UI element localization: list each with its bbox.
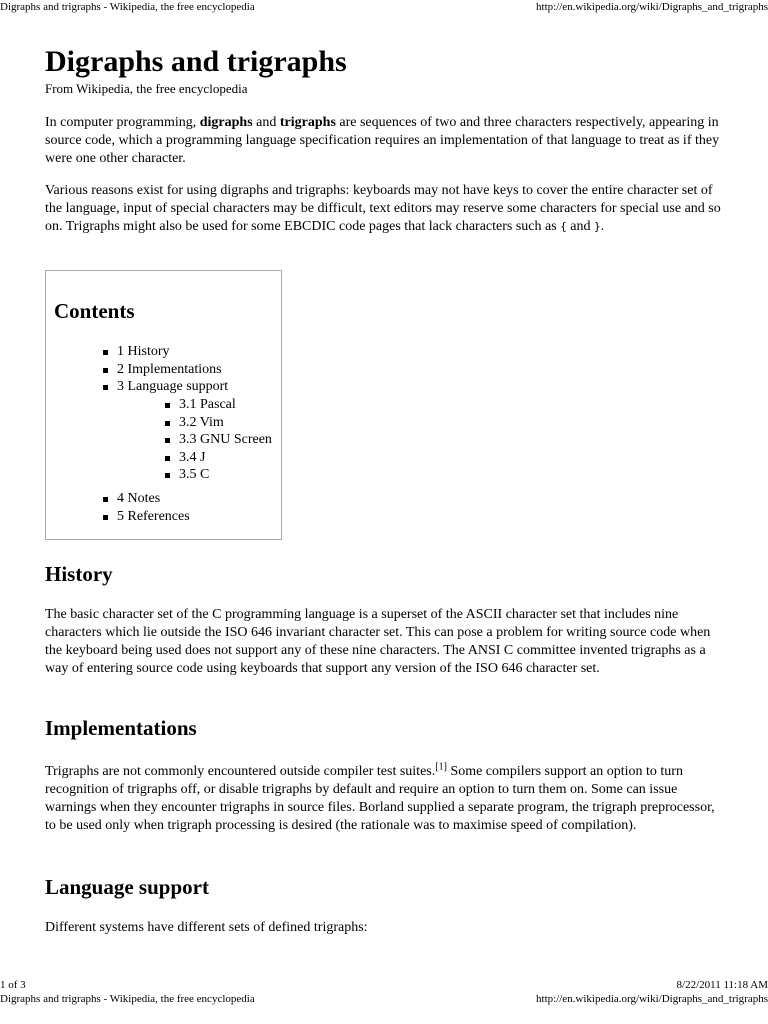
toc-item-implementations[interactable]: 2 Implementations <box>103 361 228 379</box>
toc-sublist <box>165 396 272 484</box>
table-of-contents <box>45 270 282 540</box>
language-support-paragraph: Different systems have different sets of defined trigraphs: <box>45 920 368 935</box>
implementations-paragraph: Trigraphs are not commonly encountered outside compiler test suites.[1] Some compilers support an option to turn recognition of trigraphs off, or disable trigraphs by default and require an option to turn them on. Some can issue warnings when they encounter trigraphs in source files. Borland supplied a separate program, the trigraph preprocessor, to be used only when trigraph processing is desired (the rationale was to maximise speed of compilation). <box>45 761 715 833</box>
toc-title: Contents <box>54 299 135 323</box>
page-title: Digraphs and trigraphs <box>45 45 347 78</box>
print-footer-page: 1 of 3 <box>0 979 26 991</box>
toc-item-c[interactable]: 3.5 C <box>165 466 272 484</box>
section-heading-history: History <box>45 562 113 586</box>
toc-item-vim[interactable]: 3.2 Vim <box>165 414 272 432</box>
toc-item-notes[interactable]: 4 Notes <box>103 490 190 508</box>
term-trigraphs: trigraphs <box>279 115 336 130</box>
page-subtitle: From Wikipedia, the free encyclopedia <box>45 81 248 96</box>
toc-list <box>103 343 228 396</box>
code-open-brace: { <box>560 220 567 233</box>
print-header-url: http://en.wikipedia.org/wiki/Digraphs_and_trigraphs <box>536 1 768 13</box>
toc-item-pascal[interactable]: 3.1 Pascal <box>165 396 272 414</box>
bullet-icon <box>103 385 108 390</box>
bullet-icon <box>103 515 108 520</box>
intro-paragraph-2: Various reasons exist for using digraphs and trigraphs: keyboards may not have keys to cover the entire character set of the language, input of special characters may be difficult, text editors may reserve some characters for special use and so on. Trigraphs might also be used for some EBCDIC code pages that lack characters such as { and }. <box>45 183 721 234</box>
toc-item-gnu-screen[interactable]: 3.3 GNU Screen <box>165 431 272 449</box>
reference-link[interactable]: [1] <box>435 761 447 773</box>
bullet-icon <box>103 497 108 502</box>
intro-paragraph-1: In computer programming, digraphs and trigraphs are sequences of two and three characters respectively, appearing in source code, which a programming language specification requires an implementation of that language to treat as if they were one other character. <box>45 115 720 166</box>
toc-list-2 <box>103 490 190 525</box>
toc-item-references[interactable]: 5 References <box>103 508 190 526</box>
bullet-icon <box>165 438 170 443</box>
bullet-icon <box>103 350 108 355</box>
code-close-brace: } <box>594 220 601 233</box>
toc-item-j[interactable]: 3.4 J <box>165 449 272 467</box>
term-digraphs: digraphs <box>199 115 253 130</box>
toc-item-language-support[interactable]: 3 Language support <box>103 378 228 396</box>
print-footer-datetime: 8/22/2011 11:18 AM <box>676 979 768 991</box>
bullet-icon <box>165 456 170 461</box>
print-header-title: Digraphs and trigraphs - Wikipedia, the free encyclopedia <box>0 1 255 13</box>
section-heading-language-support: Language support <box>45 875 209 899</box>
bullet-icon <box>165 421 170 426</box>
bullet-icon <box>165 473 170 478</box>
print-footer-title: Digraphs and trigraphs - Wikipedia, the free encyclopedia <box>0 993 255 1005</box>
bullet-icon <box>165 403 170 408</box>
bullet-icon <box>103 368 108 373</box>
history-paragraph: The basic character set of the C programming language is a superset of the ASCII character set that includes nine characters which lie outside the ISO 646 invariant character set. This can pose a problem for writing source code when the keyboard being used does not support any of these nine characters. The ANSI C committee invented trigraphs as a way of entering source code using keyboards that support any version of the ISO 646 character set. <box>45 607 711 676</box>
print-footer-url: http://en.wikipedia.org/wiki/Digraphs_and_trigraphs <box>536 993 768 1005</box>
toc-item-history[interactable]: 1 History <box>103 343 228 361</box>
section-heading-implementations: Implementations <box>45 716 197 740</box>
